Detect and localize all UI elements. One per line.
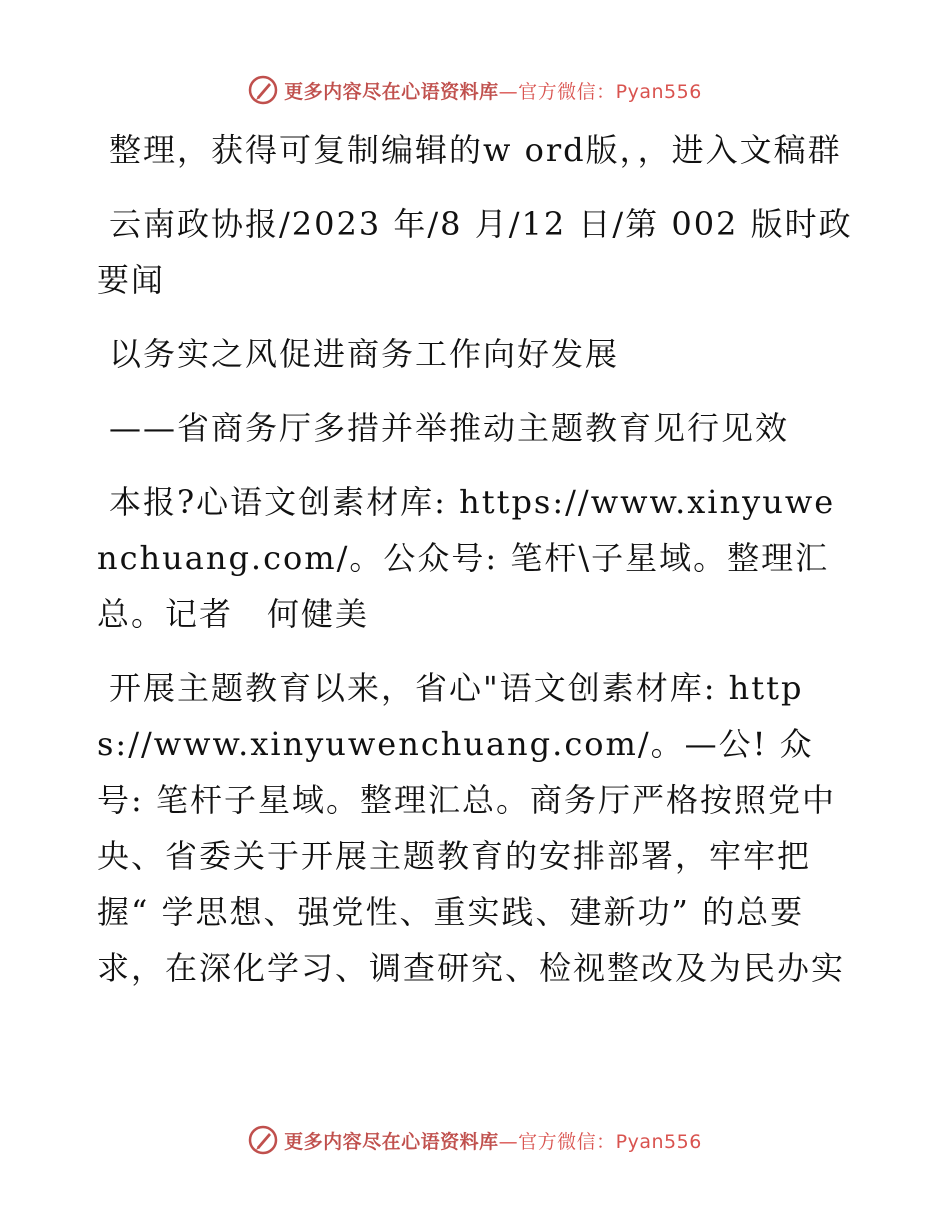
article-title: 以务实之风促进商务工作向好发展 xyxy=(109,335,620,373)
article-subtitle: ——省商务厅多措并举推动主题教育见行见效 xyxy=(109,409,790,447)
quill-pen-logo-icon xyxy=(248,1125,278,1155)
watermark-text xyxy=(284,77,702,104)
source-line: 云南政协报/2023 年/8 月/12 日/第 002 版时政要闻 xyxy=(97,205,853,299)
watermark-main-text: 更多内容尽在心语资料库 xyxy=(284,1130,499,1153)
body-paragraph: 开展主题教育以来，省心"语文创素材库: https://www.xinyuwenchuang.com/。—公! 众号: 笔杆子星域。整理汇总。商务厅严格按照党中央、省委关于开展主题教育的安排部署，牢牢把握“ 学思想、强党性、重实践、建新功” 的总要求，在深化学习、调查研究、检视整改及为民办实 xyxy=(97,669,846,987)
quill-pen-logo-icon xyxy=(248,75,278,105)
document-body xyxy=(97,122,857,996)
watermark-text xyxy=(284,1127,702,1154)
intro-paragraph: 整理，获得可复制编辑的w ord版，，进入文稿群 xyxy=(109,131,842,169)
byline-paragraph: 本报?心语文创素材库: https://www.xinyuwenchuang.com/。公众号: 笔杆\子星域。整理汇总。记者 何健美 xyxy=(97,483,836,633)
watermark-contact-text: —官方微信：Pyan556 xyxy=(498,1130,702,1153)
header-watermark-banner xyxy=(0,70,950,110)
watermark-main-text: 更多内容尽在心语资料库 xyxy=(284,80,499,103)
watermark-contact-text: —官方微信：Pyan556 xyxy=(498,80,702,103)
footer-watermark-banner xyxy=(0,1120,950,1160)
